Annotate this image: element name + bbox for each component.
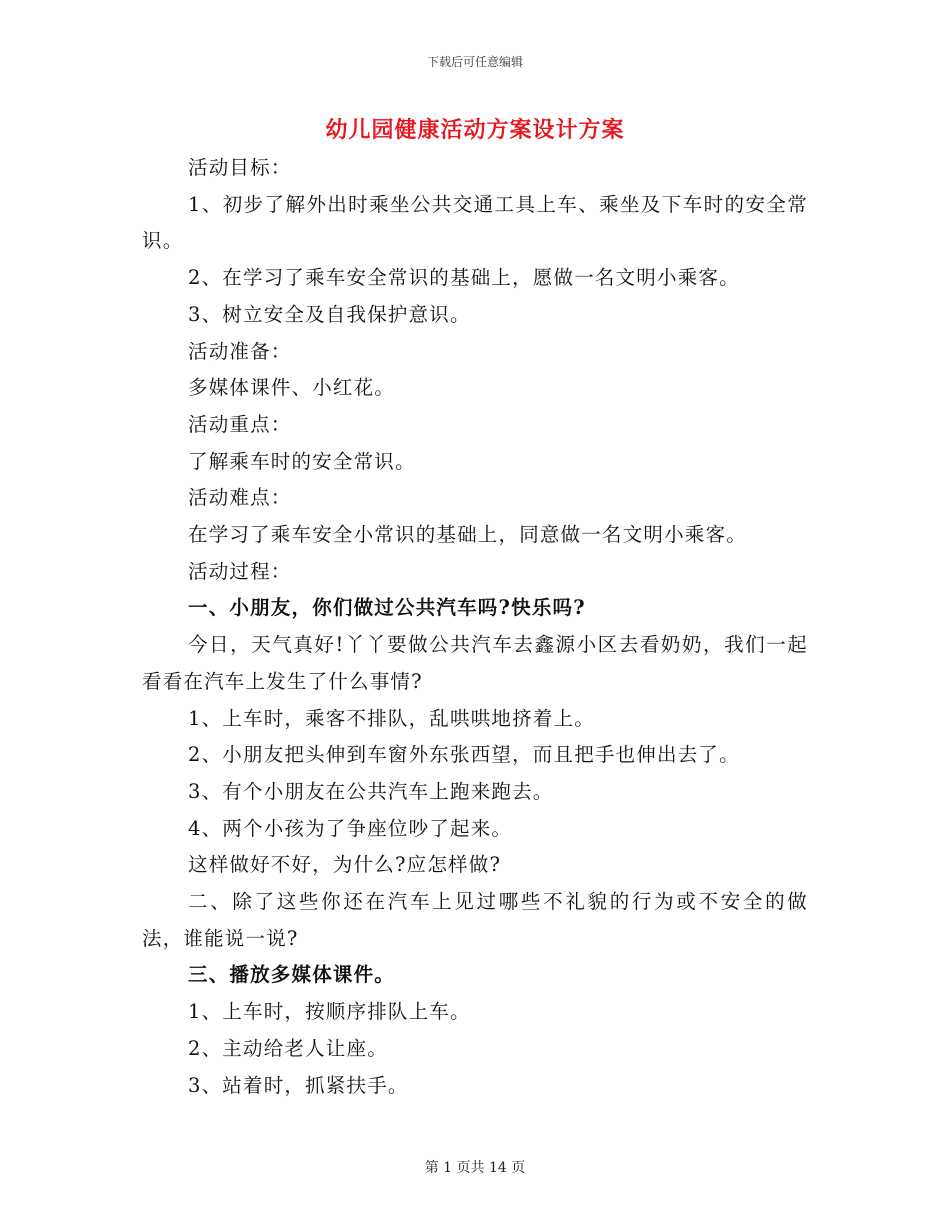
paragraph: 2、小朋友把头伸到车窗外东张西望，而且把手也伸出去了。	[188, 743, 740, 767]
paragraph: 在学习了乘车安全小常识的基础上，同意做一名文明小乘客。	[188, 523, 747, 547]
paragraph: 活动目标：	[188, 156, 292, 179]
paragraph: 多媒体课件、小红花。	[188, 376, 396, 400]
paragraph: 3、树立安全及自我保护意识。	[188, 302, 471, 326]
paragraph: 活动重点：	[188, 412, 292, 436]
document-body	[142, 150, 808, 1104]
section-heading: 三、播放多媒体课件。	[188, 963, 396, 987]
section-heading: 一、小朋友，你们做过公共汽车吗?快乐吗?	[188, 596, 586, 620]
paragraph: 这样做好不好，为什么?应怎样做?	[188, 853, 502, 877]
header-note: 下载后可任意编辑	[426, 55, 523, 69]
paragraph: 1、上车时，按顺序排队上车。	[188, 1000, 471, 1024]
paragraph: 了解乘车时的安全常识。	[188, 449, 416, 473]
paragraph: 2、主动给老人让座。	[188, 1036, 388, 1060]
paragraph: 活动难点：	[188, 486, 292, 510]
paragraph: 活动过程：	[188, 559, 292, 583]
paragraph: 3、有个小朋友在公共汽车上跑来跑去。	[188, 779, 554, 803]
paragraph: 1、初步了解外出时乘坐公共交通工具上车、乘坐及下车时的安全常识。	[142, 192, 808, 253]
paragraph: 2、在学习了乘车安全常识的基础上，愿做一名文明小乘客。	[188, 266, 740, 290]
page-number: 第 1 页共 14 页	[424, 1160, 526, 1176]
document-title: 幼儿园健康活动方案设计方案	[325, 117, 625, 143]
paragraph: 今日，天气真好!丫丫要做公共汽车去鑫源小区去看奶奶，我们一起看看在汽车上发生了什么事情?	[142, 633, 808, 693]
paragraph: 1、上车时，乘客不排队，乱哄哄地挤着上。	[188, 706, 595, 730]
paragraph: 二、除了这些你还在汽车上见过哪些不礼貌的行为或不安全的做法，谁能说一说?	[142, 890, 808, 950]
paragraph: 3、站着时，抓紧扶手。	[188, 1073, 409, 1097]
paragraph: 活动准备：	[188, 339, 292, 363]
paragraph: 4、两个小孩为了争座位吵了起来。	[188, 816, 513, 840]
